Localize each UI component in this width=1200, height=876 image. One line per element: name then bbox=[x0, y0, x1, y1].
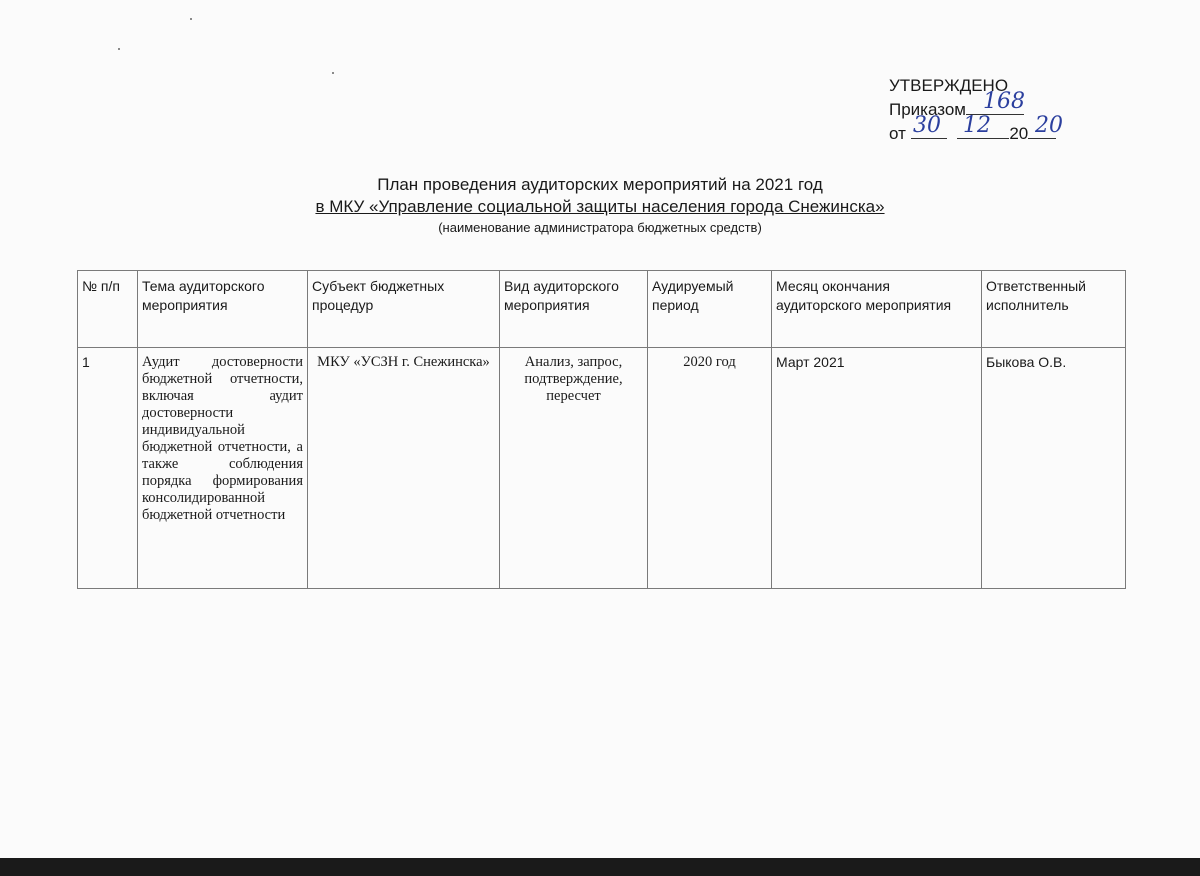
scan-speck bbox=[118, 48, 120, 50]
audit-plan-table bbox=[77, 270, 1126, 589]
cell-topic: Аудит достоверности бюджетной отчетности, включая аудит достоверности индивидуальной бюджетной отчетности, а также соблюдения порядка формирования консолидированной бюджетной отчетности bbox=[138, 348, 308, 589]
header-month: Месяц окончания аудиторского мероприятия bbox=[772, 271, 982, 348]
month-handwritten: 12 bbox=[963, 113, 991, 138]
approval-date-line bbox=[889, 113, 1063, 146]
cell-number: 1 bbox=[78, 348, 138, 589]
approval-title: УТВЕРЖДЕНО bbox=[889, 76, 1009, 95]
approval-stamp bbox=[889, 74, 1063, 146]
header-executor: Ответственный исполнитель bbox=[982, 271, 1126, 348]
header-type: Вид аудиторского мероприятия bbox=[500, 271, 648, 348]
document-heading bbox=[0, 174, 1200, 238]
day-handwritten: 30 bbox=[913, 113, 941, 138]
header-subject: Субъект бюджетных процедур bbox=[308, 271, 500, 348]
organization-name: в МКУ «Управление социальной защиты населения города Снежинска» bbox=[315, 197, 885, 216]
order-label: Приказом bbox=[889, 100, 966, 119]
year-handwritten: 20 bbox=[1035, 113, 1063, 138]
scan-speck bbox=[332, 72, 334, 74]
cell-period: 2020 год bbox=[648, 348, 772, 589]
cell-executor: Быкова О.В. bbox=[982, 348, 1126, 589]
plan-title: План проведения аудиторских мероприятий на 2021 год bbox=[377, 175, 823, 194]
order-number-handwritten: 168 bbox=[983, 89, 1025, 114]
scan-edge-bar bbox=[0, 858, 1200, 876]
table-header-row bbox=[78, 271, 1126, 348]
year-prefix: 20 bbox=[1009, 124, 1029, 143]
cell-type: Анализ, запрос, подтверждение, пересчет bbox=[500, 348, 648, 589]
header-topic: Тема аудиторского мероприятия bbox=[138, 271, 308, 348]
date-prefix: от bbox=[889, 124, 906, 143]
scan-speck bbox=[190, 18, 192, 20]
cell-subject: МКУ «УСЗН г. Снежинска» bbox=[308, 348, 500, 589]
header-number: № п/п bbox=[78, 271, 138, 348]
organization-caption: (наименование администратора бюджетных средств) bbox=[438, 220, 762, 235]
header-period: Аудируемый период bbox=[648, 271, 772, 348]
table-row bbox=[78, 348, 1126, 589]
cell-month: Март 2021 bbox=[772, 348, 982, 589]
